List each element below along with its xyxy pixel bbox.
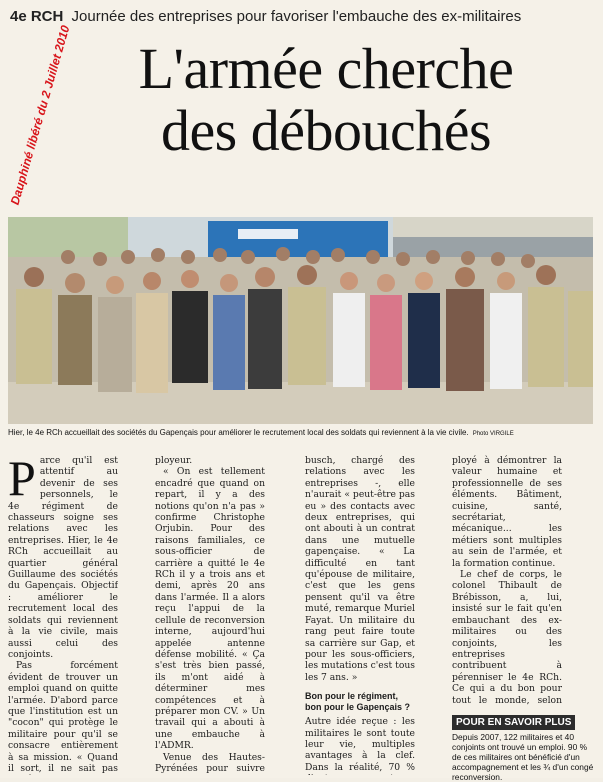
paragraph: busch, chargé des relations avec les entreprises -, elle n'aurait « peut-être pas eu » des contacts avec deux entreprises, qui ont abouti à un contrat dans une mutuelle gapençaise. « La difficulté en tant qu'épouse de militaire, c'est que les gens pensent qu'il va être muté, remarque Muriel Fayat. Un militaire du rang peut faire toute sa carrière sur Gap, et pour les sous-officiers, les mutations c'est tous les 7 ans. » [305, 455, 415, 683]
info-box-title: POUR EN SAVOIR PLUS [452, 715, 575, 730]
paragraph: Pas forcément évident de trouver un emploi quand on quitte l'armée. D'abord parce que l'institution est un "cocon" qui protège le militaire pour qu'il se consacre entièrement à sa mission. « Quand il sort, il ne sait pas [8, 660, 118, 774]
drop-cap: P [8, 455, 36, 506]
headline-line-2: des débouchés [160, 98, 492, 163]
subheading: Bon pour le régiment, bon pour le Gapençais ? [305, 691, 411, 713]
handwritten-source-stamp: Dauphiné libéré du 2 Juillet 2010 [7, 23, 73, 207]
info-box [452, 712, 595, 782]
kicker-line [10, 8, 521, 25]
photo-credit: Photo VIRGILE [472, 431, 514, 437]
paragraph: ployé à démontrer la valeur humaine et professionnelle de ses éléments. Bâtiment, cuisine, santé, secrétariat, mécanique... les métiers sont multiples au sein de l'armée, et la formation continue. [452, 455, 562, 569]
photo-banner-text [238, 229, 298, 239]
article-column-4 [452, 455, 562, 707]
article-column-3 [305, 455, 415, 775]
paragraph: ployeur. [155, 455, 193, 466]
paragraph: Venue des Hautes-Pyrénées pour suivre [155, 751, 265, 774]
info-box-body: Depuis 2007, 122 militaires et 40 conjoints ont trouvé un emploi. 90 % de ces militaires ont bénéficié d'un accompagnement et les ¾ d'un congé reconversion. [452, 732, 594, 782]
group-photo [8, 217, 593, 424]
article-column-1 [8, 455, 118, 775]
photo-caption [8, 428, 593, 437]
caption-text: Hier, le 4e RCh accueillait des sociétés du Gapençais pour améliorer le recrutement local des soldats qui reviennent à la vie civile. [8, 428, 469, 437]
kicker-text: Journée des entreprises pour favoriser l'embauche des ex-militaires [71, 8, 522, 25]
paragraph: Le chef de corps, le colonel Thibault de Brébisson, a, lui, insisté sur le fait qu'en embauchant des ex-militaires ou des conjoints, les entreprises contribuent à pérenniser le 4e RCh. Ce qui a du bon pour tout le monde, selon [452, 569, 562, 706]
headline-line-1: L'armée cherche [138, 36, 514, 101]
paragraph: Autre idée reçue : les militaires le sont toute leur vie, multiples avantages à la clef. Dans la réalité, 70 % [305, 716, 415, 773]
section-label: 4e RCH [10, 8, 64, 25]
article-column-2 [155, 455, 265, 775]
photo-building [393, 217, 593, 239]
headline [66, 38, 586, 162]
paragraph: « On est tellement encadré que quand on repart, il y a des notions qu'on n'a pas » confirme Christophe Orjubin. Pour des raisons familiales, ce sous-officier de carrière a quitté le 4e RCh il y a trois ans et demi, après 20 ans dans l'armée. Il a alors reçu l'appui de la cellule de reconversion interne, aujourd'hui appelée antenne défense mobilité. « Ça s'est très bien passé, ils m'ont aidé à déterminer mes compétences et à préparer mon CV. » Un travail qui a abouti à une embauche à l'ADMR. [155, 466, 265, 752]
paragraph: arce qu'il est attentif au devenir de ses personnels, le 4e régiment de chasseurs soigne ses relations avec les entreprises. Hier, le 4e RCh accueillait au quartier général Guillaume des sociétés du Gapençais. Objectif : améliorer le recrutement local des soldats qui reviennent à la vie civile, mais aussi celui des conjoints. [8, 455, 118, 660]
group-photo-illustration [8, 217, 593, 424]
